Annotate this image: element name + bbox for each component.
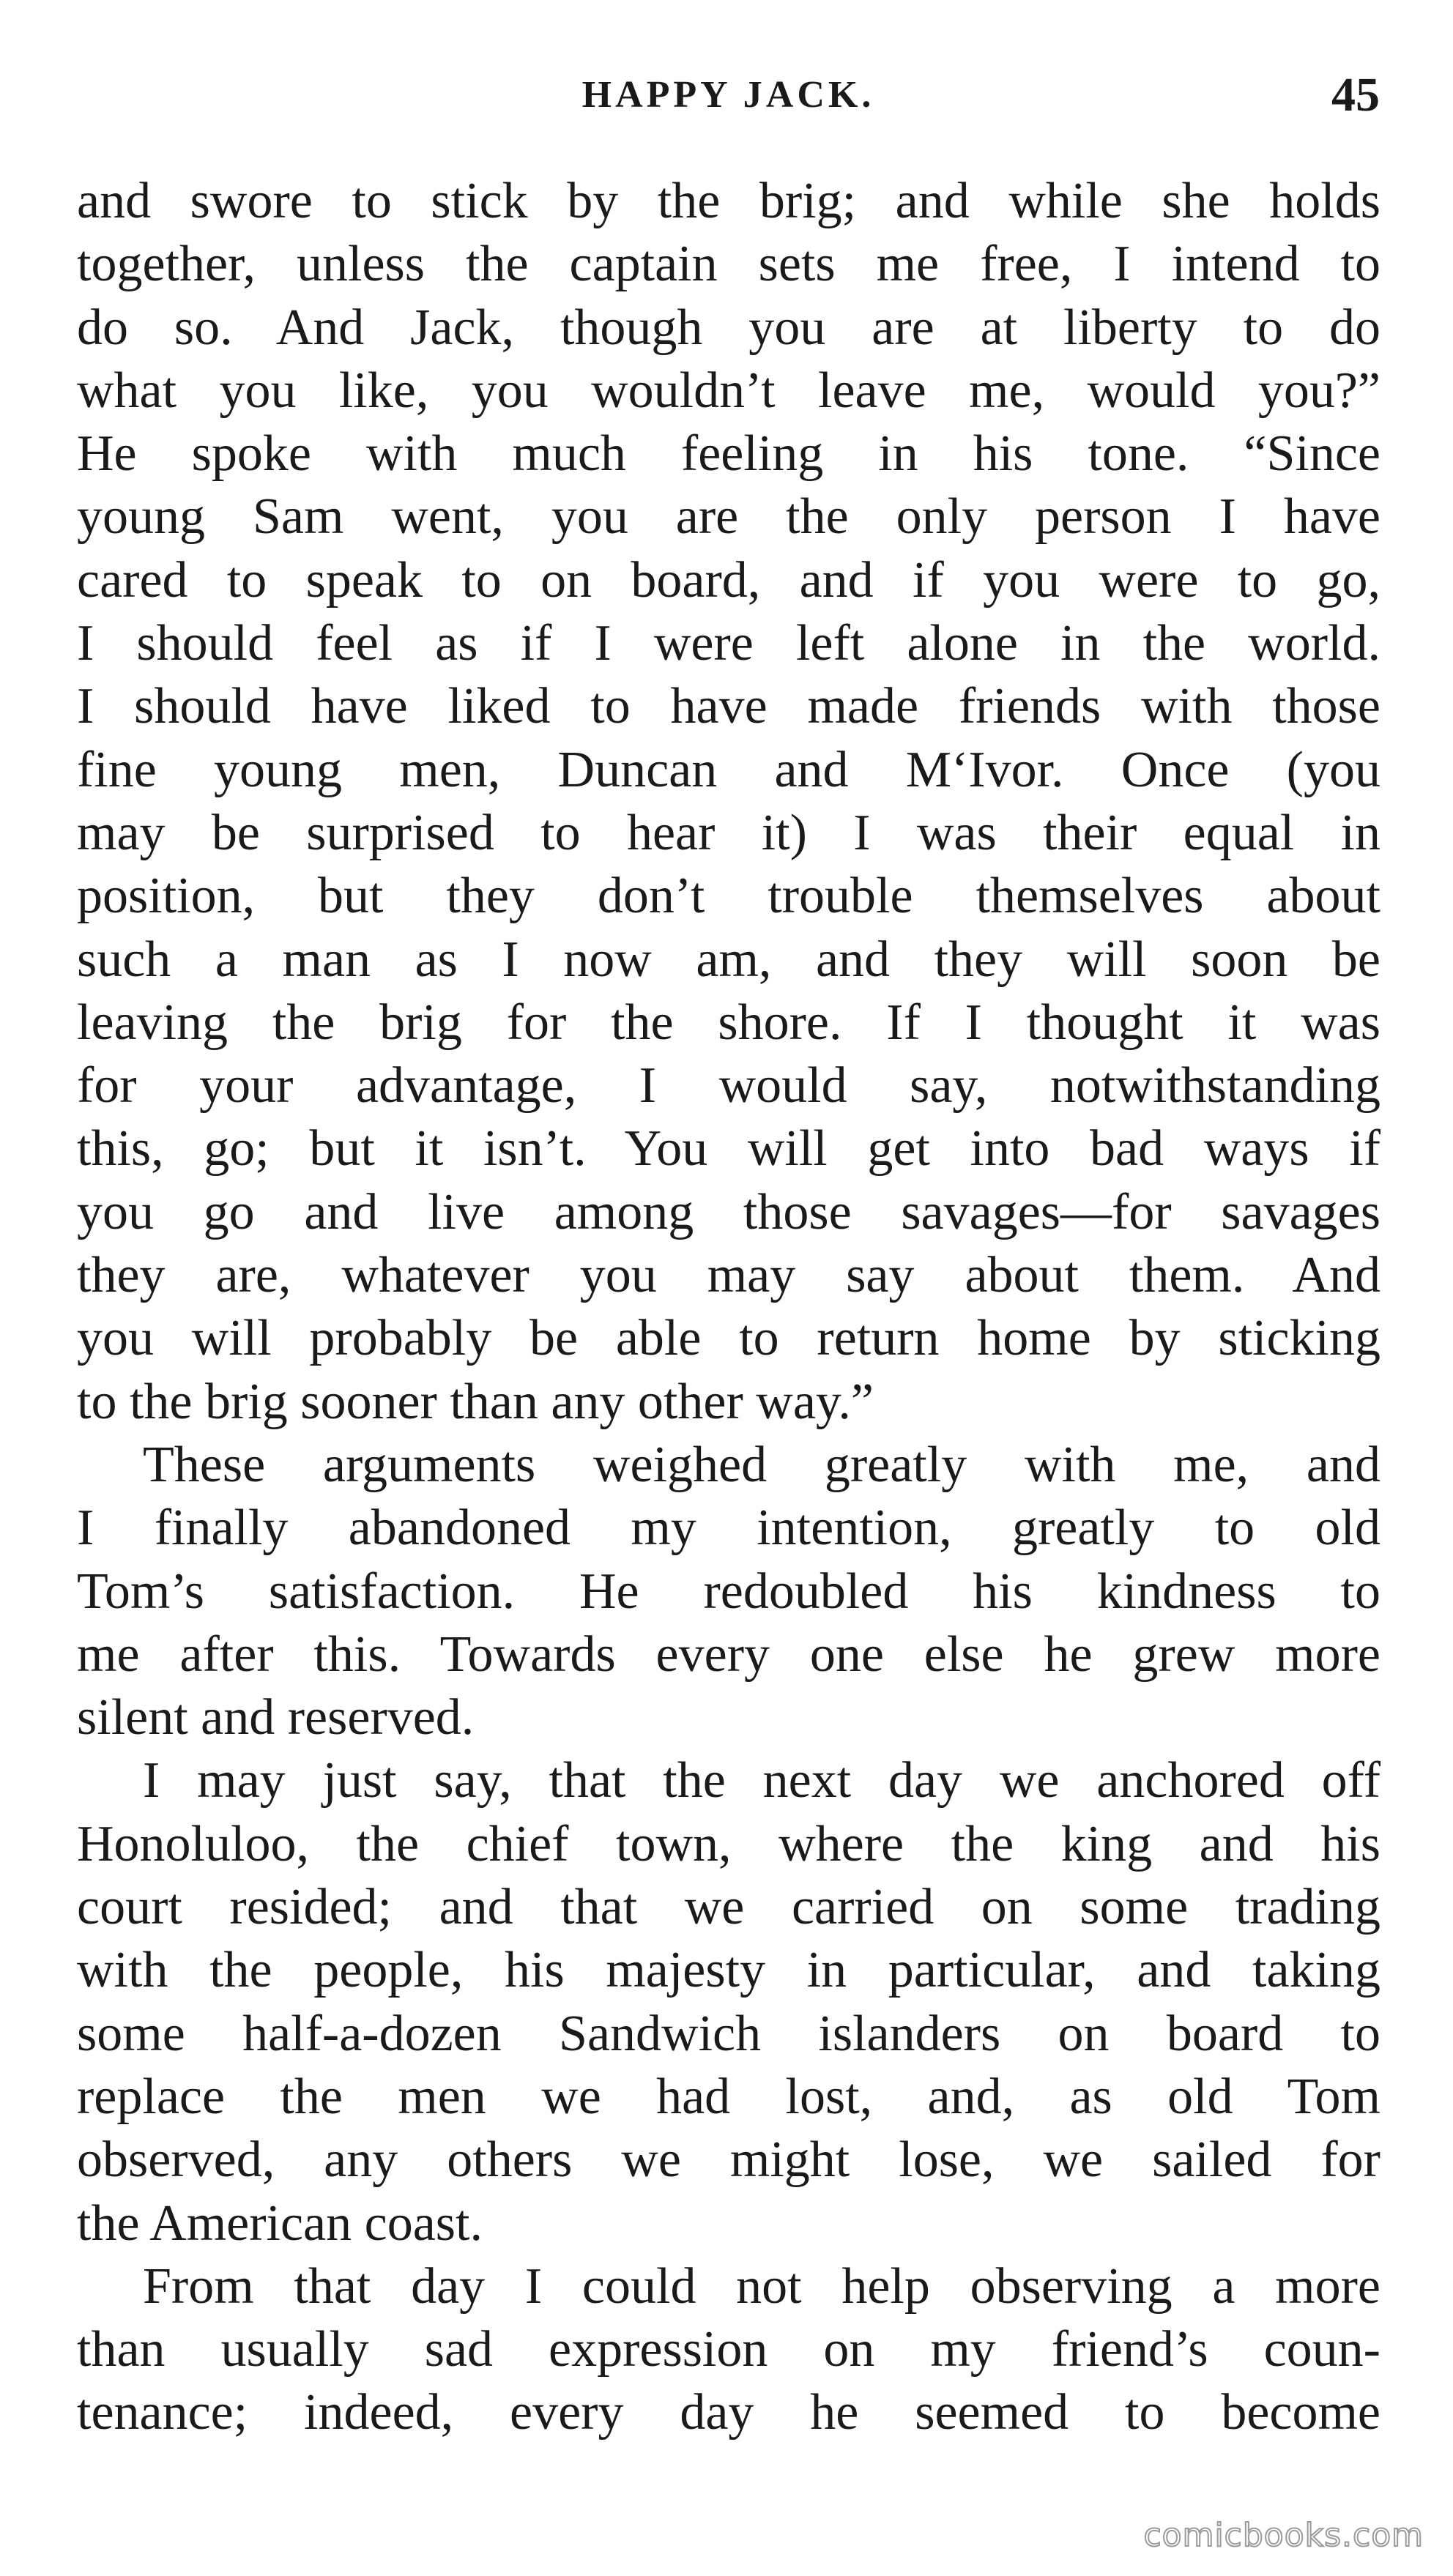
text-line: I finally abandoned my intention, greatly to old: [77, 1500, 1380, 1557]
text-line: for your advantage, I would say, notwithstanding: [77, 1057, 1380, 1114]
text-line: court resided; and that we carried on some trading: [77, 1879, 1380, 1936]
text-line: you will probably be able to return home by sticking: [77, 1310, 1380, 1367]
text-line: they are, whatever you may say about them. And: [77, 1247, 1380, 1304]
watermark: comicbooks.com: [1143, 2517, 1424, 2554]
paragraph: [77, 1749, 1380, 2255]
text-line: From that day I could not help observing a more: [143, 2257, 1380, 2315]
text-line: replace the men we had lost, and, as old Tom: [77, 2068, 1380, 2125]
text-line: These arguments weighed greatly with me, and: [143, 1436, 1380, 1493]
text-line: the American coast.: [77, 2195, 483, 2252]
text-line: you go and live among those savages—for savages: [77, 1183, 1380, 1240]
text-line: I should have liked to have made friends with those: [77, 678, 1380, 735]
text-line: do so. And Jack, though you are at liberty to do: [77, 299, 1380, 356]
text-line: some half-a-dozen Sandwich islanders on board to: [77, 2005, 1380, 2062]
paragraph: [77, 1434, 1380, 1749]
text-line: Honoluloo, the chief town, where the king and his: [77, 1815, 1380, 1872]
text-line: I may just say, that the next day we anchored off: [143, 1752, 1380, 1809]
text-line: to the brig sooner than any other way.”: [77, 1373, 874, 1430]
text-line: young Sam went, you are the only person I have: [77, 488, 1380, 546]
text-line: Tom’s satisfaction. He redoubled his kindness to: [77, 1563, 1380, 1620]
text-line: tenance; indeed, every day he seemed to become: [77, 2384, 1380, 2441]
text-line: may be surprised to hear it) I was their equal in: [77, 804, 1380, 861]
text-line: I should feel as if I were left alone in the world.: [77, 615, 1380, 672]
text-line: leaving the brig for the shore. If I thought it was: [77, 994, 1380, 1051]
paragraph: [77, 170, 1380, 1434]
text-line: me after this. Towards every one else he grew more: [77, 1626, 1380, 1683]
body-text: [77, 170, 1380, 2445]
running-head: HAPPY JACK.: [581, 74, 875, 116]
text-line: He spoke with much feeling in his tone. “Since: [77, 425, 1380, 483]
text-line: than usually sad expression on my friend’s coun-: [77, 2321, 1380, 2378]
text-line: position, but they don’t trouble themselves about: [77, 868, 1380, 925]
page-number: 45: [1331, 68, 1380, 122]
text-line: what you like, you wouldn’t leave me, would you?”: [77, 362, 1380, 419]
text-line: together, unless the captain sets me free, I intend to: [77, 236, 1380, 293]
text-line: silent and reserved.: [77, 1689, 475, 1746]
text-line: cared to speak to on board, and if you were to go,: [77, 551, 1380, 608]
text-line: observed, any others we might lose, we sailed for: [77, 2132, 1380, 2189]
text-line: fine young men, Duncan and M‘Ivor. Once (you: [77, 741, 1380, 798]
page-header: [77, 68, 1380, 132]
text-line: with the people, his majesty in particular, and taking: [77, 1942, 1380, 1999]
text-line: this, go; but it isn’t. You will get into bad ways if: [77, 1120, 1380, 1177]
text-line: such a man as I now am, and they will soon be: [77, 931, 1380, 988]
text-line: and swore to stick by the brig; and while she holds: [77, 173, 1380, 229]
paragraph: [77, 2255, 1380, 2445]
